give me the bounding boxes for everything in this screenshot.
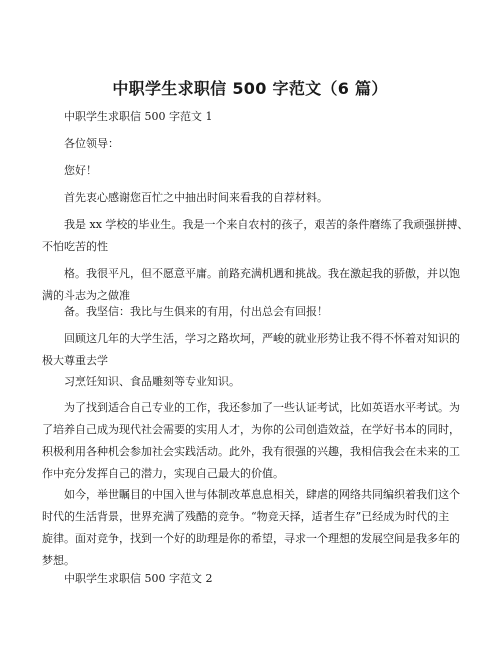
paragraph-line: 格。我很平凡，但不愿意平庸。前路充满机遇和挑战。我在激起我的骄傲，并以饱 bbox=[64, 267, 460, 280]
paragraph bbox=[42, 328, 460, 372]
paragraph bbox=[64, 301, 456, 323]
paragraph-line: 积极利用各种机会参加社会实践活动。此外，我有很强的兴趣，我相信我会在未来的工 bbox=[42, 445, 460, 458]
salutation bbox=[64, 133, 456, 155]
paragraph-line: 中职学生求职信 500 字范文 2 bbox=[64, 572, 213, 585]
paragraph-line: 您好！ bbox=[64, 164, 97, 177]
paragraph bbox=[64, 187, 456, 209]
paragraph-line: 中职学生求职信 500 字范文 1 bbox=[64, 110, 213, 123]
section-heading-2 bbox=[64, 568, 456, 590]
paragraph-line: 习烹饪知识、食品雕刻等专业知识。 bbox=[64, 375, 240, 388]
paragraph bbox=[42, 397, 460, 485]
paragraph-line: 如今，举世瞩目的中国入世与体制改革息息相关，肆虐的网络共同编织着我们这个 bbox=[64, 488, 460, 501]
paragraph bbox=[42, 484, 460, 572]
paragraph-line: 为了找到适合自己专业的工作，我还参加了一些认证考试，比如英语水平考试。为 bbox=[64, 401, 460, 414]
paragraph-line: 时代的生活背景，世界充满了残酷的竞争。“物竞天择，适者生存”已经成为时代的主 bbox=[42, 510, 450, 523]
paragraph-line: 我是 xx 学校的毕业生。我是一个来自农村的孩子，艰苦的条件磨练了我顽强拼搏、 bbox=[64, 218, 469, 231]
paragraph-line: 回顾这几年的大学生活，学习之路坎坷，严峻的就业形势让我不得不怀着对知识的 bbox=[64, 332, 460, 345]
paragraph-line: 作中充分发挥自己的潜力，实现自己最大的价值。 bbox=[42, 467, 284, 480]
paragraph-line: 满的斗志为之做准 bbox=[42, 289, 130, 302]
paragraph-line: 各位领导： bbox=[64, 137, 119, 150]
paragraph-line: 了培养自己成为现代社会需要的实用人才，为你的公司创造效益，在学好书本的同时， bbox=[42, 423, 460, 436]
document-title: 中职学生求职信 500 字范文（6 篇） bbox=[112, 79, 388, 98]
paragraph-line: 首先衷心感谢您百忙之中抽出时间来看我的自荐材料。 bbox=[64, 191, 328, 204]
paragraph bbox=[42, 214, 469, 258]
paragraph-line: 不怕吃苦的性 bbox=[42, 240, 108, 253]
section-heading-1 bbox=[64, 106, 456, 128]
paragraph-line: 备。我坚信：我比与生俱来的有用，付出总会有回报！ bbox=[64, 305, 328, 318]
paragraph-line: 梦想。 bbox=[42, 554, 75, 567]
paragraph-line: 旋律。面对竞争，找到一个好的助理是你的希望，寻求一个理想的发展空间是我多年的 bbox=[42, 532, 460, 545]
paragraph-line: 极大尊重去学 bbox=[42, 354, 108, 367]
greeting bbox=[64, 160, 456, 182]
paragraph bbox=[64, 371, 456, 393]
